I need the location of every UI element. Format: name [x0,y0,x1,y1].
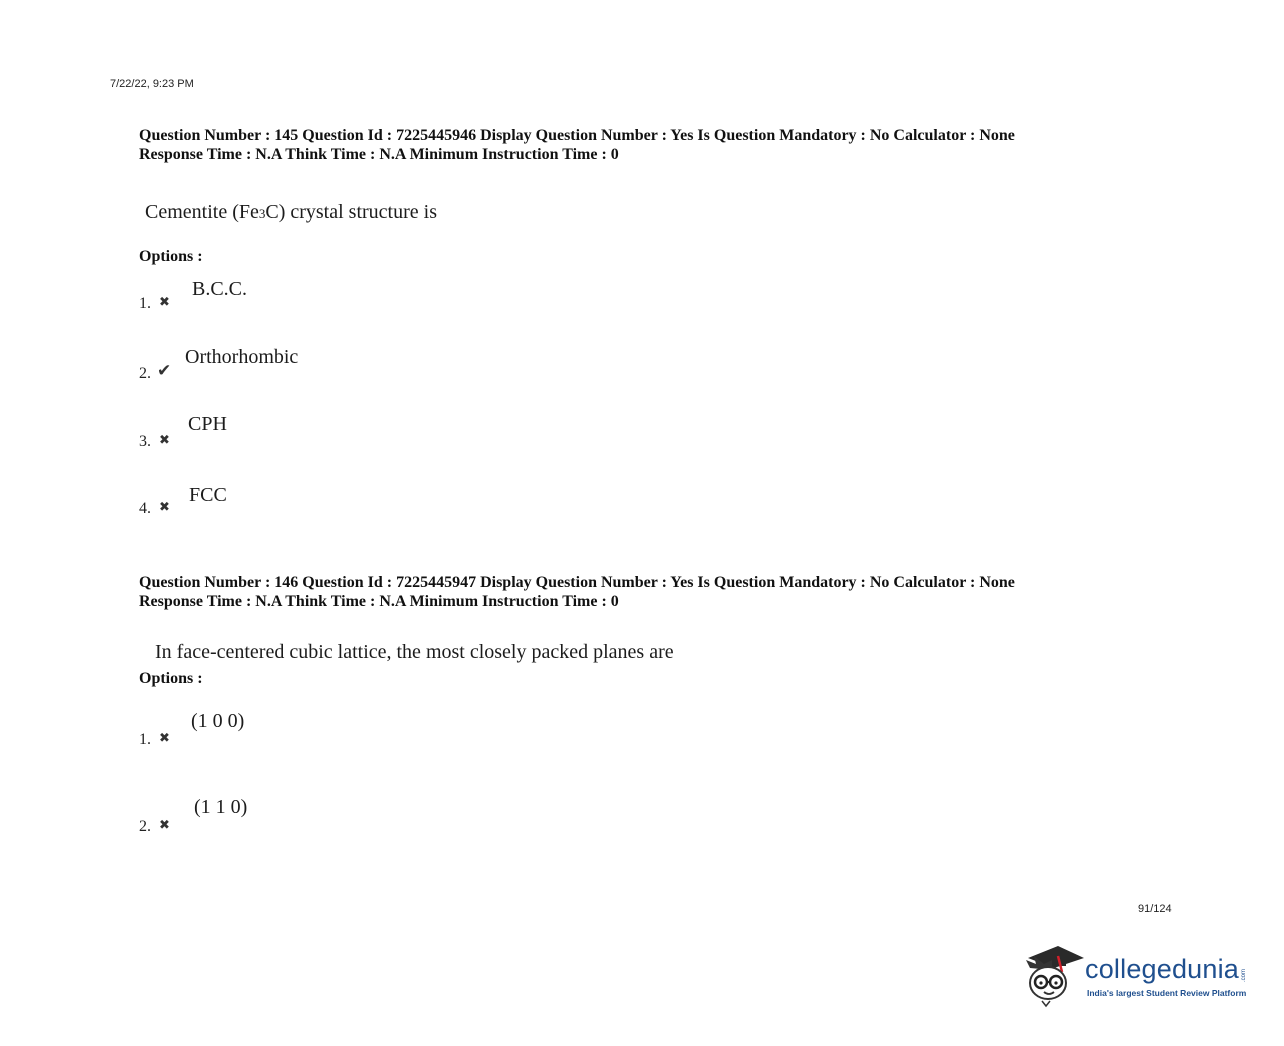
cross-icon: ✖ [159,294,170,309]
option-text: CPH [188,413,227,435]
cross-icon: ✖ [159,432,170,447]
logo-tagline: India's largest Student Review Platform [1087,988,1247,998]
option-text: Orthorhombic [185,346,299,368]
option-text: FCC [189,484,227,506]
options-label: Options : [139,248,203,265]
options-label: Options : [139,670,203,687]
option-text: B.C.C. [192,278,248,300]
logo-wordmark: collegedunia [1085,954,1240,984]
question-meta-line: Response Time : N.A Think Time : N.A Minimum Instruction Time : 0 [139,593,619,610]
cross-icon: ✖ [159,499,170,514]
question-text: In face-centered cubic lattice, the most closely packed planes are [155,641,674,663]
question-text-part: C) crystal structure is [265,201,437,223]
question-text-part: Cementite (Fe [145,201,259,223]
print-timestamp: 7/22/22, 9:23 PM [110,78,194,90]
option-number: 2. [139,818,151,835]
option-number: 1. [139,731,151,748]
pupil [1039,981,1042,984]
mascot-icon [1022,938,1086,1008]
option-number: 4. [139,500,151,517]
pupil [1054,981,1057,984]
option-text: (1 1 0) [194,796,248,818]
question-meta-line: Question Number : 145 Question Id : 7225445946 Display Question Number : Yes Is Question Mandatory : No Calculator : None [139,127,1015,144]
logo-domain-suffix: .com [1241,968,1247,982]
check-icon: ✔ [157,361,172,380]
question-text [145,201,437,224]
option-number: 3. [139,433,151,450]
option-text: (1 0 0) [191,710,245,732]
cross-icon: ✖ [159,730,170,745]
subscript: 3 [258,206,266,221]
chin [1042,1001,1050,1006]
option-number: 1. [139,295,151,312]
option-number: 2. [139,365,151,382]
question-meta-line: Question Number : 146 Question Id : 7225445947 Display Question Number : Yes Is Question Mandatory : No Calculator : None [139,574,1015,591]
page-number: 91/124 [1138,903,1172,915]
question-meta-line: Response Time : N.A Think Time : N.A Minimum Instruction Time : 0 [139,146,619,163]
cross-icon: ✖ [159,817,170,832]
